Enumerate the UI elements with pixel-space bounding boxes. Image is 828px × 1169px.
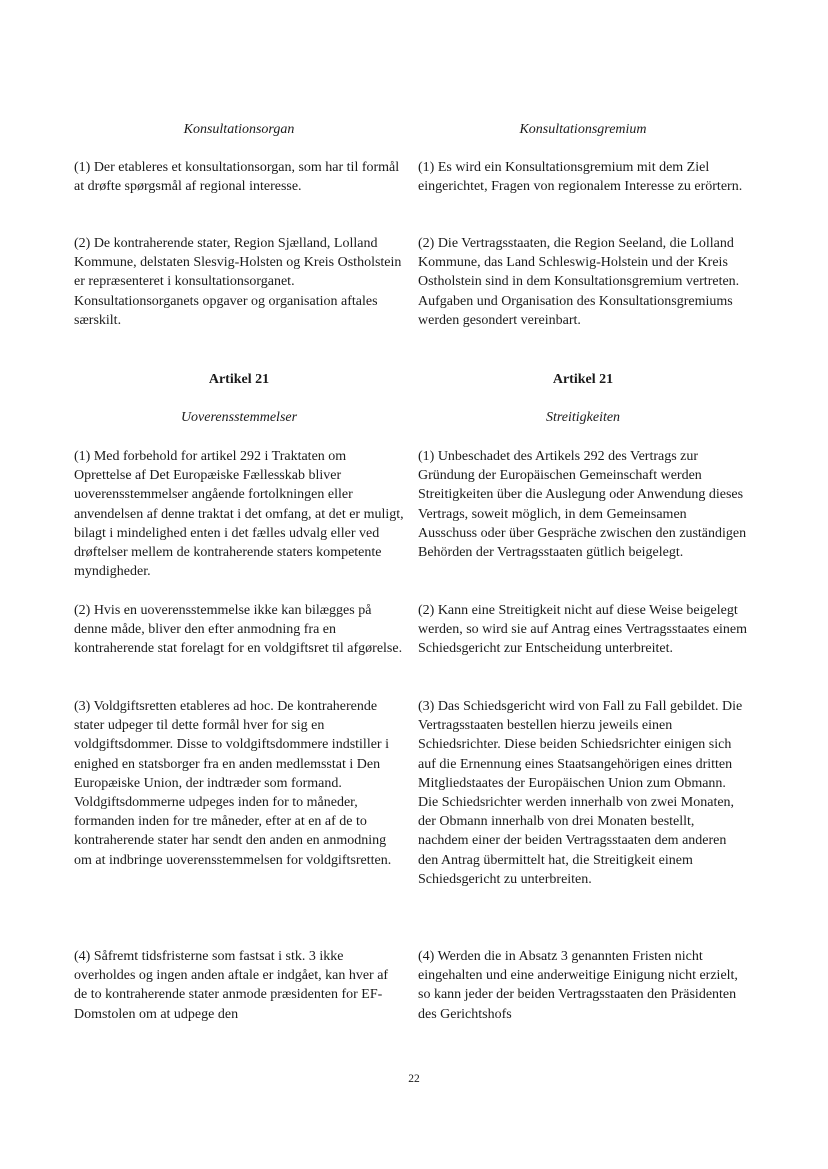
paragraph-text: (1) Unbeschadet des Artikels 292 des Vertrags zur Gründung der Europäischen Gemeinschaft werden Streitigkeiten über die Auslegung oder Anwendung dieses Vertrags, soweit möglich, in dem Gemeinsamen Ausschuss oder über Gespräche zwischen den zuständigen Behörden der Vertragsstaaten gütlich beigelegt. xyxy=(418,449,747,561)
paragraph-text: (2) Die Vertragsstaaten, die Region Seeland, die Lolland Kommune, das Land Schleswig-Holstein und der Kreis Ostholstein sind in dem Konsultationsgremium vertreten. Aufgaben und Organisation des Konsultationsgremiums werden gesondert vereinbart. xyxy=(418,236,740,328)
article-heading-de: Artikel 21 xyxy=(552,372,614,387)
section-heading-disputes-da: Uoverensstemmelser xyxy=(180,410,298,425)
paragraph-consultation-2-da xyxy=(74,234,404,330)
paragraph-text: (2) De kontraherende stater, Region Sjælland, Lolland Kommune, delstaten Slesvig-Holsten og Kreis Ostholstein er repræsenteret i konsultationsorganet. Konsultationsorganets opgaver og organisation aftales særskilt. xyxy=(74,236,402,328)
paragraph-text: (2) Hvis en uoverensstemmelse ikke kan bilægges på denne måde, bliver den efter anmodning fra en kontraherende stat forelagt for en voldgiftsret til afgørelse. xyxy=(74,603,403,657)
page-number: 22 xyxy=(408,1073,420,1085)
paragraph-text: (1) Med forbehold for artikel 292 i Traktaten om Oprettelse af Det Europæiske Fællesskab bliver uoverensstemmelser angående fortolkningen eller anvendelsen af denne traktat i det omfang, at det er muligt, bilagt i mindelighed enten i det fælles udvalg eller ved drøftelser mellem de kontraherende staters kompetente myndigheder. xyxy=(74,449,404,580)
paragraph-disputes-2-da xyxy=(74,601,404,659)
paragraph-disputes-4-da xyxy=(74,947,404,1024)
section-heading-consultation-de: Konsultationsgremium xyxy=(519,122,647,137)
paragraph-consultation-1-da xyxy=(74,158,404,196)
paragraph-consultation-1-de xyxy=(418,158,748,196)
paragraph-disputes-3-de xyxy=(418,697,748,889)
paragraph-text: (1) Es wird ein Konsultationsgremium mit dem Ziel eingerichtet, Fragen von regionalem Interesse zu erörtern. xyxy=(418,160,743,195)
paragraph-text: (3) Das Schiedsgericht wird von Fall zu Fall gebildet. Die Vertragsstaaten bestellen hierzu jeweils einen Schiedsrichter. Diese beiden Schiedsrichter einigen sich auf die Ernennung eines Staatsangehörigen eines dritten Mitgliedstaates der Europäischen Union zum Obmann. Die Schiedsrichter werden innerhalb von zwei Monaten, der Obmann innerhalb von drei Monaten bestellt, nachdem einer der beiden Vertragsstaaten dem anderen den Antrag übermittelt hat, die Streitigkeit einem Schiedsgericht zu unterbreiten. xyxy=(418,699,743,887)
paragraph-text: (1) Der etableres et konsultationsorgan, som har til formål at drøfte spørgsmål af regional interesse. xyxy=(74,160,400,195)
paragraph-disputes-1-de xyxy=(418,447,748,562)
paragraph-disputes-2-de xyxy=(418,601,748,659)
paragraph-text: (4) Såfremt tidsfristerne som fastsat i stk. 3 ikke overholdes og ingen anden aftale er indgået, kan hver af de to kontraherende stater anmode præsidenten for EF-Domstolen om at udpege den xyxy=(74,949,389,1022)
paragraph-text: (4) Werden die in Absatz 3 genannten Fristen nicht eingehalten und eine anderweitige Einigung nicht erzielt, so kann jeder der beiden Vertragsstaaten den Präsidenten des Gerichtshofs xyxy=(418,949,738,1022)
paragraph-consultation-2-de xyxy=(418,234,748,330)
paragraph-disputes-3-da xyxy=(74,697,404,870)
section-heading-consultation-da: Konsultationsorgan xyxy=(183,122,295,137)
article-heading-da: Artikel 21 xyxy=(208,372,270,387)
paragraph-disputes-1-da xyxy=(74,447,404,581)
section-heading-disputes-de: Streitigkeiten xyxy=(545,410,621,425)
paragraph-text: (2) Kann eine Streitigkeit nicht auf diese Weise beigelegt werden, so wird sie auf Antrag eines Vertragsstaates einem Schiedsgericht zur Entscheidung unterbreitet. xyxy=(418,603,748,657)
paragraph-text: (3) Voldgiftsretten etableres ad hoc. De kontraherende stater udpeger til dette formål hver for sig en voldgiftsdommer. Disse to voldgiftsdommere indstiller i enighed en statsborger fra en anden medlemsstat i Den Europæiske Union, der indtræder som formand. Voldgiftsdommerne udpeges inden for to måneder, formanden inden for tre måneder, efter at en af de to kontraherende stater har sendt den anden en anmodning om at indbringe uoverensstemmelsen for voldgiftsretten. xyxy=(74,699,392,868)
paragraph-disputes-4-de xyxy=(418,947,748,1024)
